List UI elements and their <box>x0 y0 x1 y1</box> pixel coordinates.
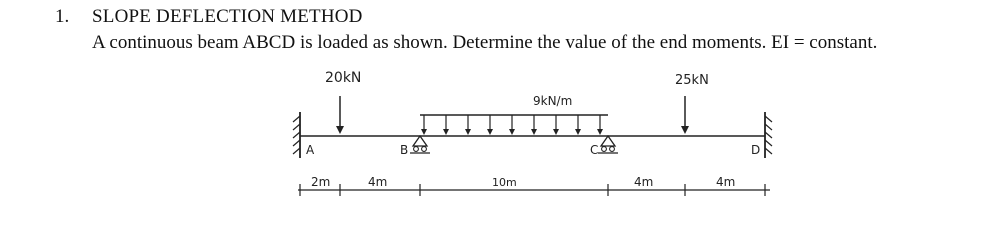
question-number: 1. <box>55 6 70 27</box>
point-load-left <box>336 96 344 134</box>
span-label-4: 4m <box>634 175 654 189</box>
roller-support-c <box>598 136 618 153</box>
question-heading: SLOPE DEFLECTION METHOD <box>92 6 363 27</box>
fixed-support-a <box>293 112 300 158</box>
dimension-line <box>298 184 770 196</box>
span-label-2: 4m <box>368 175 388 189</box>
question-text: A continuous beam ABCD is loaded as shown. Determine the value of the end moments. EI = constant. <box>92 32 878 53</box>
node-label-c: C <box>590 143 599 157</box>
point-load-right <box>681 96 689 134</box>
distributed-load <box>420 115 608 135</box>
fixed-support-d <box>765 112 772 158</box>
span-label-1: 2m <box>311 175 331 189</box>
node-label-d: D <box>751 143 761 157</box>
load-label-left: 20kN <box>325 70 362 86</box>
node-label-a: A <box>306 143 315 157</box>
span-label-5: 4m <box>716 175 736 189</box>
load-label-right: 25kN <box>675 73 709 88</box>
roller-support-b <box>410 136 430 153</box>
node-label-b: B <box>400 143 409 157</box>
udl-label: 9kN/m <box>533 94 573 108</box>
span-label-3: 10m <box>492 176 517 189</box>
